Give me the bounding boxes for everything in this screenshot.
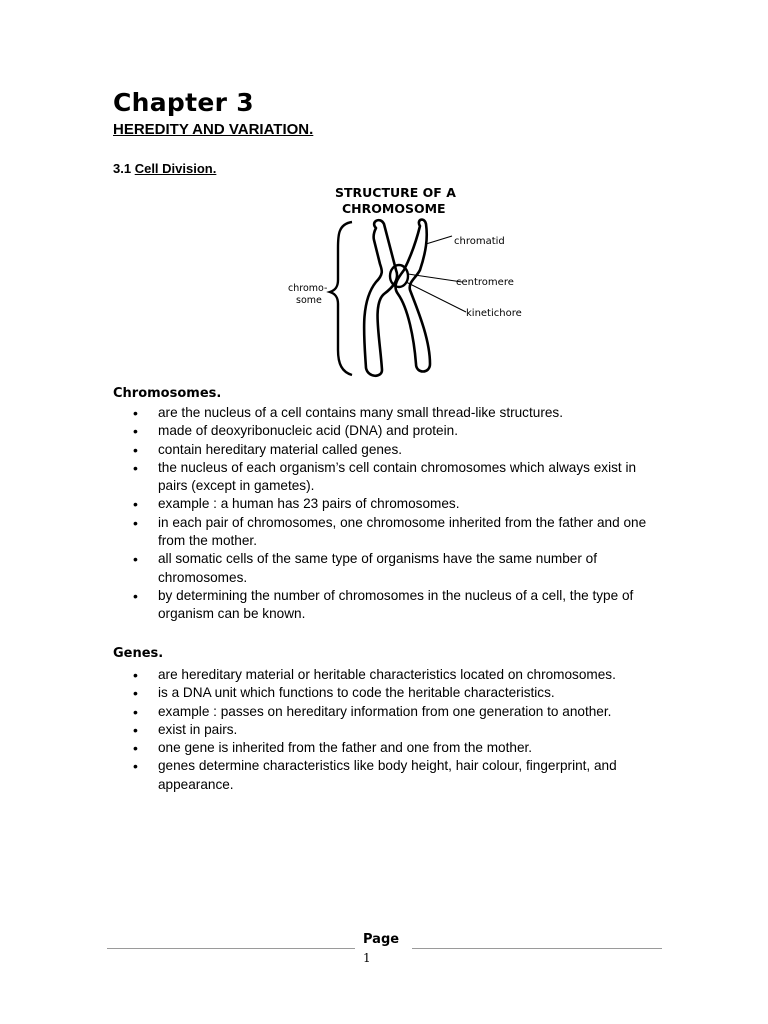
page-label: Page: [363, 932, 400, 947]
list-item: • the nucleus of each organism’s cell contain chromosomes which always exist in pairs (except in gametes).: [133, 459, 663, 496]
genes-list: [133, 666, 663, 794]
label-chromatid: chromatid: [454, 236, 505, 247]
list-item: • are the nucleus of a cell contains many small thread-like structures.: [133, 404, 663, 422]
chapter-subtitle: HEREDITY AND VARIATION.: [113, 121, 314, 138]
list-item: • genes determine characteristics like body height, hair colour, fingerprint, and appearance.: [133, 757, 663, 794]
list-item: • one gene is inherited from the father and one from the mother.: [133, 739, 663, 757]
genes-heading: Genes.: [113, 646, 164, 661]
footer-rule-right: [412, 948, 662, 949]
section-heading: [113, 161, 216, 176]
page-number: 1: [363, 951, 371, 965]
list-item: • is a DNA unit which functions to code the heritable characteristics.: [133, 684, 663, 702]
diagram-title-line2: CHROMOSOME: [342, 201, 446, 216]
chromosome-diagram: [280, 178, 540, 383]
section-number: 3.1: [113, 161, 132, 176]
list-item: • contain hereditary material called genes.: [133, 441, 663, 459]
label-chromosome-line1: chromo-: [288, 283, 328, 294]
list-item: • example : passes on hereditary information from one generation to another.: [133, 703, 663, 721]
list-item: • exist in pairs.: [133, 721, 663, 739]
list-item: • all somatic cells of the same type of organisms have the same number of chromosomes.: [133, 550, 663, 587]
chapter-title: Chapter 3: [113, 88, 254, 117]
chromatid-right: [396, 220, 430, 372]
diagram-title-line1: STRUCTURE OF A: [335, 185, 456, 200]
centromere-pointer: [408, 274, 462, 282]
list-item: • by determining the number of chromosomes in the nucleus of a cell, the type of organism can be known.: [133, 587, 663, 624]
section-title: Cell Division.: [134, 161, 217, 176]
list-item: • example : a human has 23 pairs of chromosomes.: [133, 495, 663, 513]
chromosome-brace: [330, 222, 352, 375]
chromatid-left: [364, 220, 397, 376]
list-item: • made of deoxyribonucleic acid (DNA) and protein.: [133, 422, 663, 440]
chromosomes-heading: Chromosomes.: [113, 386, 222, 401]
footer-rule-left: [107, 948, 355, 949]
label-kinetichore: kinetichore: [466, 308, 522, 319]
list-item: • in each pair of chromosomes, one chromosome inherited from the father and one from the mother.: [133, 514, 663, 551]
chromatid-pointer: [426, 236, 452, 244]
chromosomes-list: [133, 404, 663, 624]
label-chromosome-line2: some: [296, 295, 322, 306]
list-item: • are hereditary material or heritable characteristics located on chromosomes.: [133, 666, 663, 684]
label-centromere: centromere: [456, 277, 514, 288]
